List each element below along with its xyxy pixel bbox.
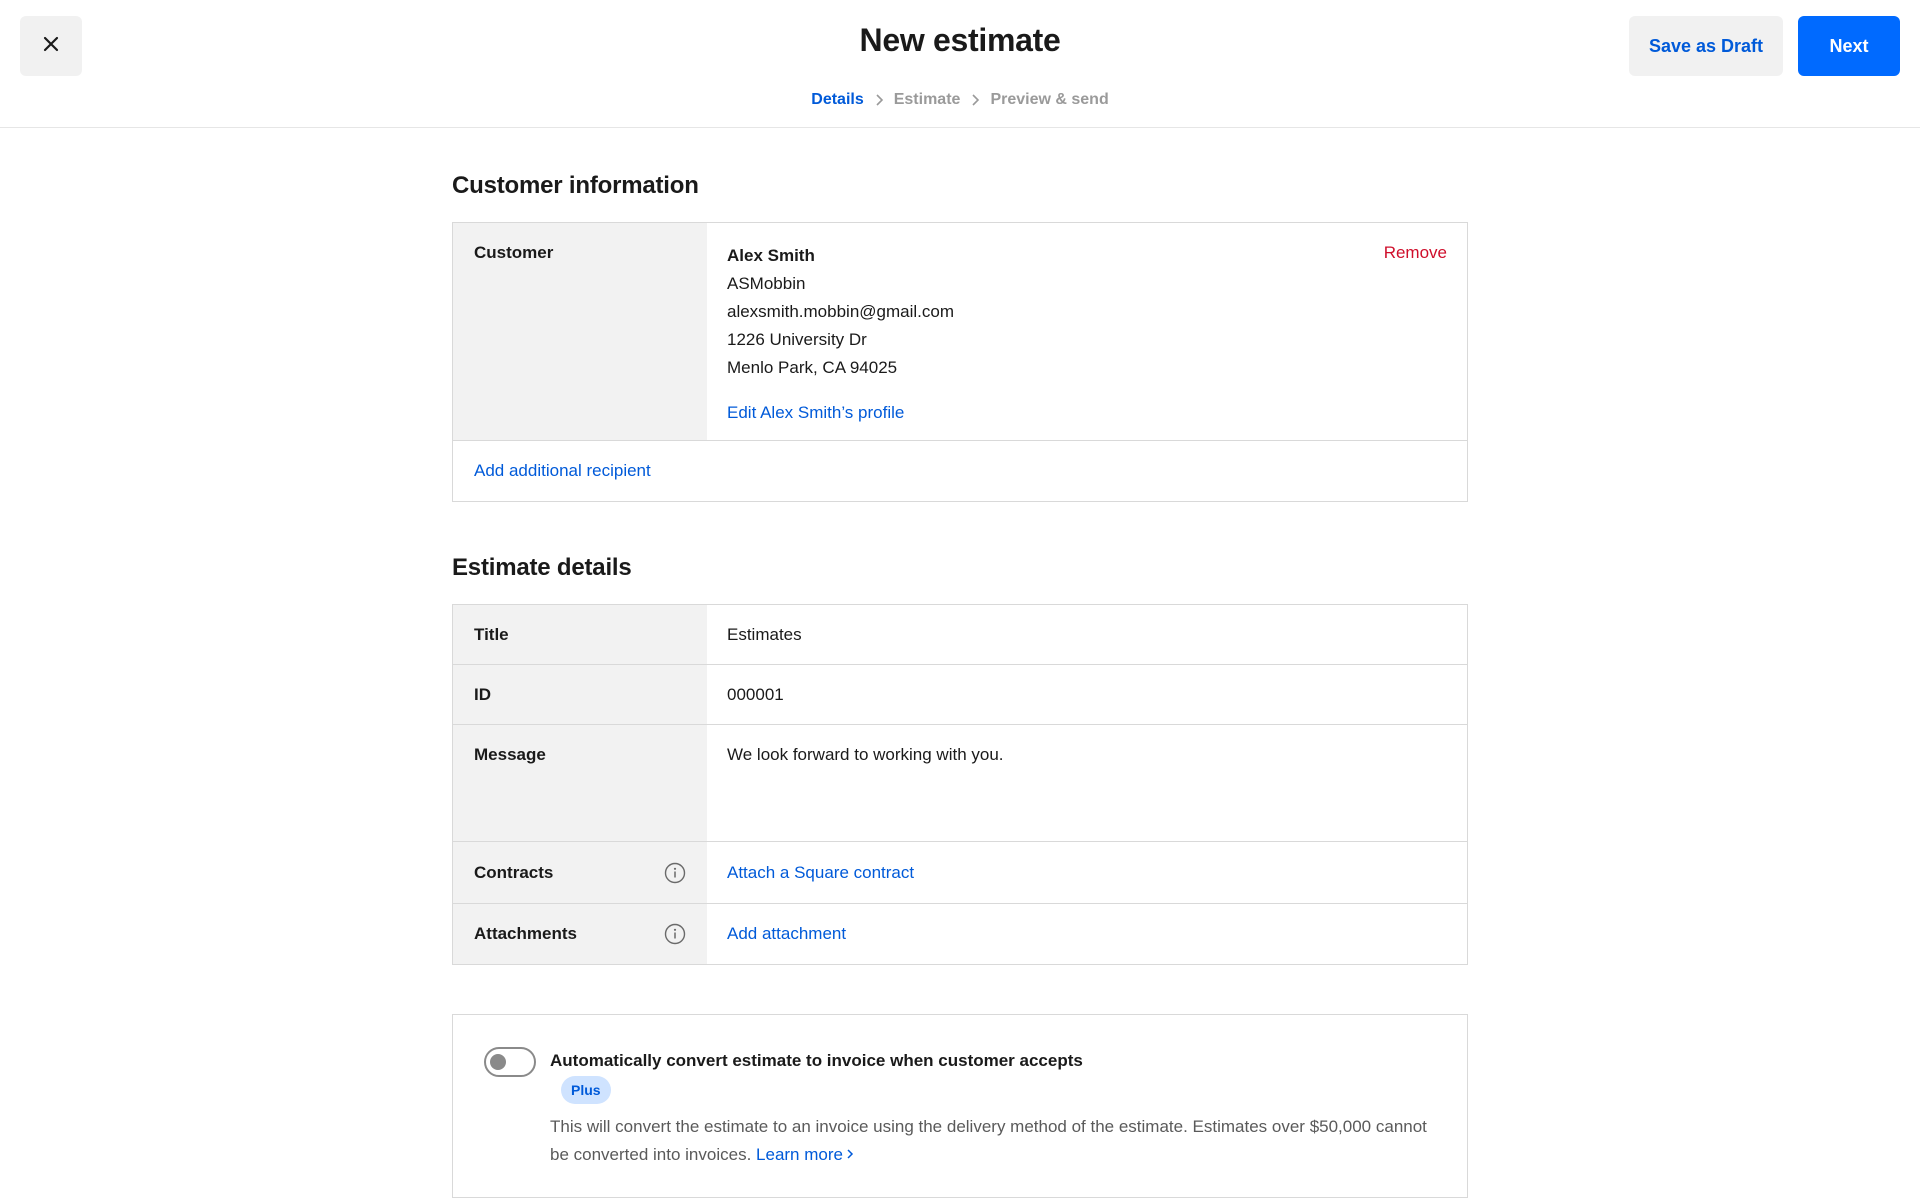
title-label: Title: [453, 605, 707, 664]
attachments-label: Attachments: [453, 904, 707, 964]
title-field[interactable]: Estimates: [727, 625, 802, 644]
auto-convert-description: This will convert the estimate to an invoice using the delivery method of the estimate. Estimates over $50,000 cannot be converted into invoices. Learn more: [550, 1117, 1427, 1164]
next-button[interactable]: Next: [1798, 16, 1900, 76]
breadcrumb: [0, 91, 1920, 109]
contracts-label: Contracts: [453, 842, 707, 903]
learn-more-link[interactable]: Learn more: [756, 1145, 854, 1164]
id-row: [453, 665, 1467, 725]
title-row: [453, 605, 1467, 665]
plus-badge: Plus: [561, 1076, 611, 1104]
auto-convert-toggle[interactable]: [484, 1047, 536, 1077]
contracts-row: [453, 842, 1467, 904]
top-bar: [0, 0, 1920, 128]
info-icon[interactable]: [664, 923, 686, 945]
message-label: Message: [453, 725, 707, 841]
attachments-row: [453, 904, 1467, 964]
customer-information-heading: Customer information: [452, 172, 699, 199]
info-icon[interactable]: [664, 862, 686, 884]
page-title: New estimate: [859, 22, 1061, 58]
customer-email: alexsmith.mobbin@gmail.com: [727, 302, 955, 321]
customer-address-line1: 1226 University Dr: [727, 330, 867, 349]
customer-label: Customer: [453, 223, 707, 440]
message-field[interactable]: We look forward to working with you.: [727, 745, 1004, 764]
id-field[interactable]: 000001: [727, 685, 784, 704]
customer-panel: [452, 222, 1468, 502]
breadcrumb-step-preview-send[interactable]: Preview & send: [990, 91, 1109, 108]
attach-contract-link[interactable]: Attach a Square contract: [727, 862, 915, 882]
add-recipient-row: [453, 441, 1467, 501]
remove-customer-button[interactable]: Remove: [1383, 243, 1447, 262]
edit-profile-link[interactable]: Edit Alex Smith’s profile: [727, 403, 905, 422]
chevron-right-icon: [874, 93, 884, 107]
customer-details: [707, 223, 1467, 440]
chevron-right-icon: [970, 93, 980, 107]
estimate-details-panel: [452, 604, 1468, 965]
chevron-right-icon: [846, 1148, 854, 1160]
id-label: ID: [453, 665, 707, 724]
add-additional-recipient-link[interactable]: Add additional recipient: [474, 461, 651, 480]
message-row: [453, 725, 1467, 842]
add-attachment-link[interactable]: Add attachment: [727, 924, 847, 943]
breadcrumb-step-estimate[interactable]: Estimate: [893, 91, 961, 108]
customer-name: Alex Smith: [727, 246, 815, 265]
customer-company: ASMobbin: [727, 274, 806, 293]
customer-address-line2: Menlo Park, CA 94025: [727, 358, 898, 377]
save-as-draft-button[interactable]: Save as Draft: [1629, 16, 1783, 76]
toggle-knob: [490, 1054, 506, 1070]
auto-convert-panel: [452, 1014, 1468, 1198]
breadcrumb-step-details[interactable]: Details: [811, 91, 864, 108]
estimate-details-heading: Estimate details: [452, 554, 632, 581]
auto-convert-title: Automatically convert estimate to invoice when customer accepts: [550, 1051, 1083, 1070]
customer-row: [453, 223, 1467, 441]
